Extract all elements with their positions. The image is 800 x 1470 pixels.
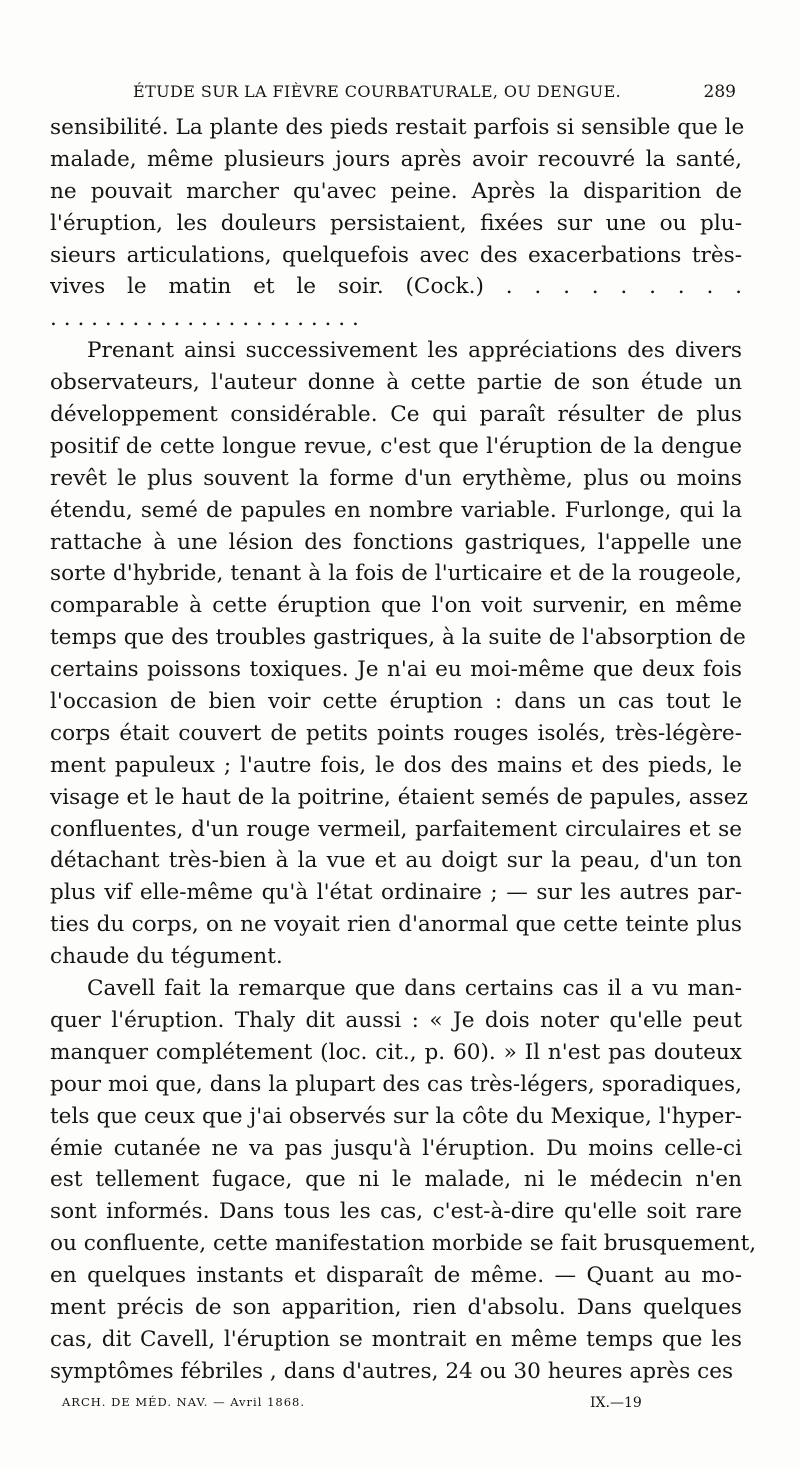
page-number: 289 [703,82,736,102]
text-line: symptômes fébriles , dans d'autres, 24 ou 30 heures après ces [50,1358,734,1384]
text-line: développement considérable. Ce qui paraît résulter de plus [50,402,742,428]
text-line: . . . . . . . . . . . . . . . . . . . . . . . [50,306,359,332]
text-line: vives le matin et le soir. (Cock.) . . . . . . . . . [50,274,742,300]
running-title: ÉTUDE SUR LA FIÈVRE COURBATURALE, OU DENGUE. [133,82,622,101]
text-line: l'occasion de bien voir cette éruption : dans un cas tout le [50,689,742,715]
page-footer [62,1395,662,1417]
text-line: positif de cette longue revue, c'est que l'éruption de la dengue [50,433,742,459]
text-line: en quelques instants et disparaît de même. — Quant au mo- [50,1263,742,1289]
text-line: tels que ceux que j'ai observés sur la côte du Mexique, l'hyper- [50,1103,742,1129]
text-line: temps que des troubles gastriques, à la suite de l'absorption de [50,625,746,651]
text-line: détachant très-bien à la vue et au doigt sur la peau, d'un ton [50,848,742,874]
text-line: est tellement fugace, que ni le malade, ni le médecin n'en [50,1167,742,1193]
text-line: sorte d'hybride, tenant à la fois de l'urticaire et de la rougeole, [50,561,742,587]
text-line: malade, même plusieurs jours après avoir recouvré la santé, [50,146,742,172]
text-line: l'éruption, les douleurs persistaient, fixées sur une ou plu- [50,210,742,236]
text-line: manquer complétement (loc. cit., p. 60). » Il n'est pas douteux [50,1039,742,1065]
paragraph [50,335,748,973]
text-line: quer l'éruption. Thaly dit aussi : « Je dois noter qu'elle peut [50,1007,742,1033]
text-line: pour moi que, dans la plupart des cas très-légers, sporadiques, [50,1071,742,1097]
signature-mark: IX.—19 [590,1395,642,1411]
journal-reference: ARCH. DE MÉD. NAV. — Avril 1868. [62,1395,305,1409]
text-line: revêt le plus souvent la forme d'un erythème, plus ou moins [50,465,742,491]
text-line: Prenant ainsi successivement les appréciations des divers [87,338,742,364]
text-line: émie cutanée ne va pas jusqu'à l'éruption. Du moins celle-ci [50,1135,742,1161]
text-line: rattache à une lésion des fonctions gastriques, l'appelle une [50,529,742,555]
text-line: sont informés. Dans tous les cas, c'est-à-dire qu'elle soit rare [50,1199,742,1225]
text-line: confluentes, d'un rouge vermeil, parfaitement circulaires et se [50,816,742,842]
body-text [50,112,757,1388]
text-line: Cavell fait la remarque que dans certains cas il a vu man- [87,976,742,1002]
text-line: sieurs articulations, quelquefois avec des exacerbations très- [50,242,742,268]
text-line: observateurs, l'auteur donne à cette partie de son étude un [50,370,742,396]
text-line: chaude du tégument. [50,944,283,970]
text-line: plus vif elle-même qu'à l'état ordinaire ; — sur les autres par- [50,880,742,906]
text-line: sensibilité. La plante des pieds restait parfois si sensible que le [50,115,745,140]
text-line: étendu, semé de papules en nombre variable. Furlonge, qui la [50,497,742,523]
text-line: ties du corps, on ne voyait rien d'anormal que cette teinte plus [50,912,742,938]
text-line: ou confluente, cette manifestation morbide se fait brusquement, [50,1231,757,1257]
text-line: corps était couvert de petits points rouges isolés, très-légère- [50,720,742,746]
text-line: cas, dit Cavell, l'éruption se montrait en même temps que les [50,1326,742,1352]
text-line: comparable à cette éruption que l'on voit survenir, en même [50,593,742,619]
paragraph [50,112,745,335]
text-line: visage et le haut de la poitrine, étaient semés de papules, assez [50,784,748,810]
text-line: ment précis de son apparition, rien d'absolu. Dans quelques [50,1294,742,1320]
text-line: certains poissons toxiques. Je n'ai eu moi-même que deux fois [50,657,742,683]
page-header [95,82,742,110]
paragraph [50,973,757,1388]
text-line: ne pouvait marcher qu'avec peine. Après la disparition de [50,178,742,204]
text-line: ment papuleux ; l'autre fois, le dos des mains et des pieds, le [50,752,742,778]
